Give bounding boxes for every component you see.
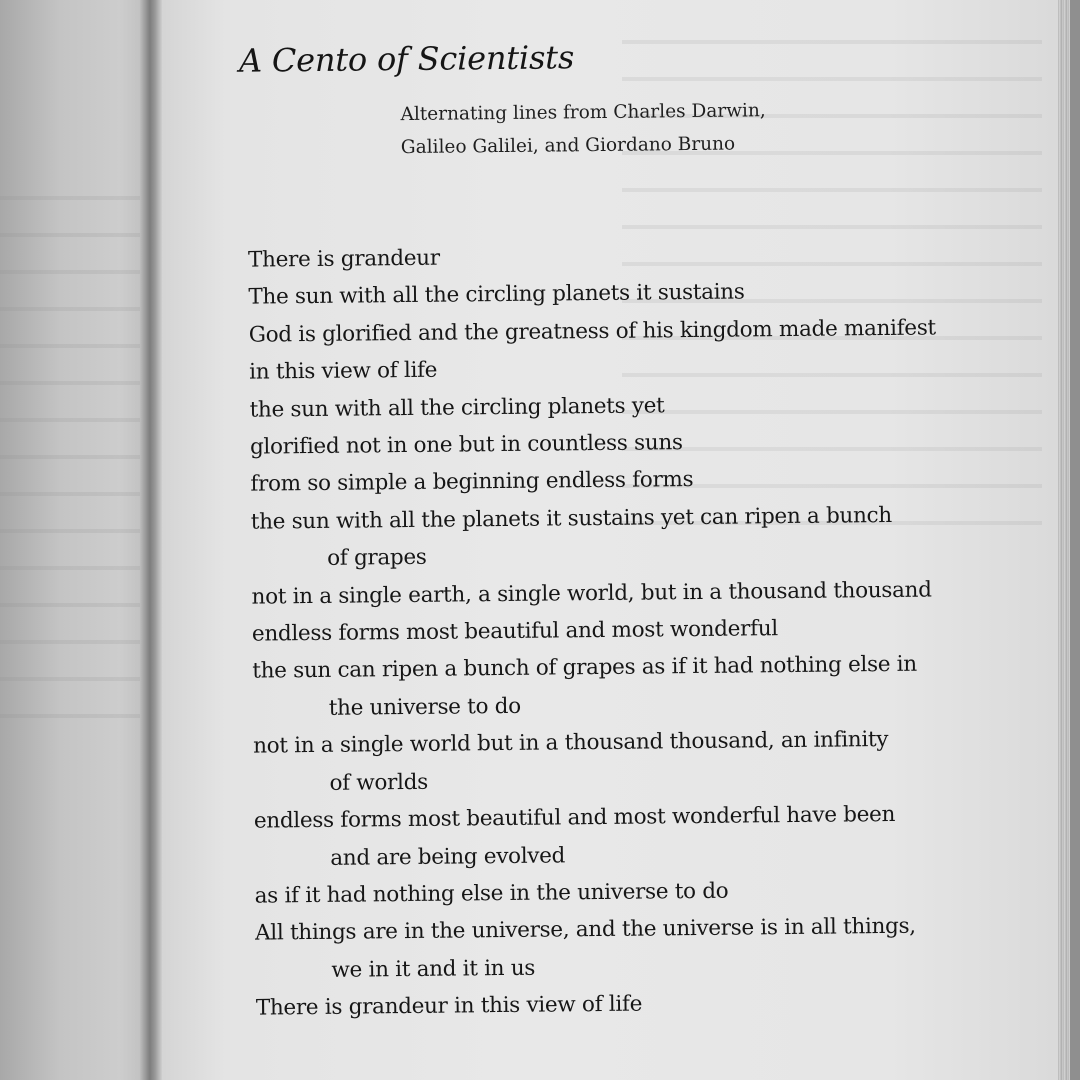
poem-line: as if it had nothing else in the universe to do bbox=[254, 878, 729, 909]
poem-line: God is glorified and the greatness of his kingdom made manifest bbox=[248, 315, 936, 348]
poem-line: not in a single earth, a single world, but in a thousand thousand bbox=[251, 577, 932, 610]
poem-line: endless forms most beautiful and most wonderful have been bbox=[253, 802, 896, 834]
poem-line: There is grandeur bbox=[247, 245, 440, 273]
poem-line: in this view of life bbox=[249, 357, 438, 385]
poem-line: not in a single world but in a thousand thousand, an infinity bbox=[253, 727, 889, 759]
subtitle-line: Alternating lines from Charles Darwin, bbox=[400, 100, 766, 126]
poem-body bbox=[248, 234, 996, 1027]
subtitle-line: Galileo Galilei, and Giordano Bruno bbox=[400, 133, 736, 159]
poem-line-continuation: of worlds bbox=[329, 769, 428, 796]
poem-line: from so simple a beginning endless forms bbox=[250, 467, 694, 498]
poem-line: All things are in the universe, and the universe is in all things, bbox=[254, 914, 916, 946]
poem-line-continuation: of grapes bbox=[327, 545, 427, 572]
poem-line: There is grandeur in this view of life bbox=[255, 991, 643, 1021]
poem-line: The sun with all the circling planets it sustains bbox=[248, 279, 745, 311]
poem-line-continuation: the universe to do bbox=[328, 693, 521, 721]
poem-subtitle bbox=[400, 94, 766, 164]
poem-line: the sun with all the planets it sustains yet can ripen a bunch bbox=[250, 502, 892, 535]
poem-line-continuation: we in it and it in us bbox=[331, 955, 536, 983]
poem-title: A Cento of Scientists bbox=[238, 38, 575, 80]
poem-line: glorified not in one but in countless suns bbox=[249, 430, 683, 460]
poem-line: the sun can ripen a bunch of grapes as if it had nothing else in bbox=[252, 652, 917, 685]
poem-line: the sun with all the circling planets yet bbox=[249, 392, 665, 423]
poem-line: endless forms most beautiful and most wonderful bbox=[251, 616, 779, 647]
poem-line-continuation: and are being evolved bbox=[330, 842, 566, 871]
